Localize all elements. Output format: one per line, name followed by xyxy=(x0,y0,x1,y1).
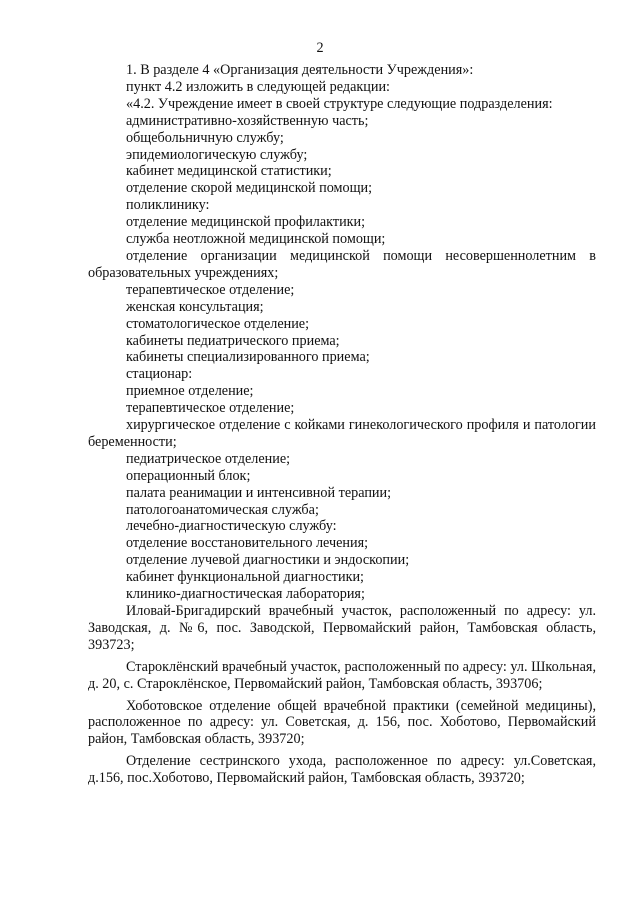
list-item: лечебно-диагностическую службу: xyxy=(126,518,337,535)
list-item: отделение организации медицинской помощи несовершеннолетним в образовательных учреждениях; xyxy=(88,247,596,281)
list-item: отделение восстановительного лечения; xyxy=(126,535,369,552)
list-item: палата реанимации и интенсивной терапии; xyxy=(126,484,392,501)
list-item: клинико-диагностическая лаборатория; xyxy=(126,586,365,603)
list-item: хирургическое отделение с койками гинекологического профиля и патологии беременности; xyxy=(88,417,596,450)
list-item: стоматологическое отделение; xyxy=(126,315,310,332)
document-body xyxy=(88,62,596,787)
list-item: служба неотложной медицинской помощи; xyxy=(126,231,386,248)
page-number: 2 xyxy=(316,40,324,56)
list-item: приемное отделение; xyxy=(126,383,254,400)
list-item: кабинет функциональной диагностики; xyxy=(126,569,364,586)
list-item: стационар: xyxy=(126,366,193,383)
list-item: общебольничную службу; xyxy=(126,129,284,146)
address-paragraph: Иловай-Бригадирский врачебный участок, расположенный по адресу: ул. Заводская, д. №6, пос. Заводской, Первомайский район, Тамбовская область, 393723; xyxy=(88,603,596,653)
list-item: операционный блок; xyxy=(126,467,251,484)
address-paragraph: Староклёнский врачебный участок, расположенный по адресу: ул. Школьная, д. 20, с. Староклёнское, Первомайский район, Тамбовская область, 393706; xyxy=(88,658,596,692)
address-paragraph: Хоботовское отделение общей врачебной практики (семейной медицины), расположенное по адресу: ул. Советская, д. 156, пос. Хоботово, Первомайский район, Тамбовская область, 393720; xyxy=(88,697,596,748)
list-item: отделение скорой медицинской помощи; xyxy=(126,180,373,197)
list-item: отделение лучевой диагностики и эндоскопии; xyxy=(126,552,410,569)
paragraph-structure-intro: «4.2. Учреждение имеет в своей структуре следующие подразделения: xyxy=(126,95,553,112)
list-item: поликлинику: xyxy=(126,197,210,214)
list-item: терапевтическое отделение; xyxy=(126,281,295,298)
address-paragraph: Отделение сестринского ухода, расположенное по адресу: ул.Советская, д.156, пос.Хоботово, Первомайский район, Тамбовская область, 393720; xyxy=(88,753,596,787)
paragraph-section-heading: 1. В разделе 4 «Организация деятельности Учреждения»: xyxy=(126,62,474,78)
list-item: кабинет медицинской статистики; xyxy=(126,163,332,180)
list-item: педиатрическое отделение; xyxy=(126,450,291,467)
list-item: патологоанатомическая служба; xyxy=(126,501,319,518)
list-item: кабинеты педиатрического приема; xyxy=(126,332,340,349)
list-item: терапевтическое отделение; xyxy=(126,400,295,417)
list-item: отделение медицинской профилактики; xyxy=(126,214,366,231)
list-item: административно-хозяйственную часть; xyxy=(126,112,369,129)
paragraph-clause-intro: пункт 4.2 изложить в следующей редакции: xyxy=(126,78,390,95)
list-item: женская консультация; xyxy=(126,298,264,315)
list-item: эпидемиологическую службу; xyxy=(126,146,308,163)
list-item: кабинеты специализированного приема; xyxy=(126,349,370,366)
